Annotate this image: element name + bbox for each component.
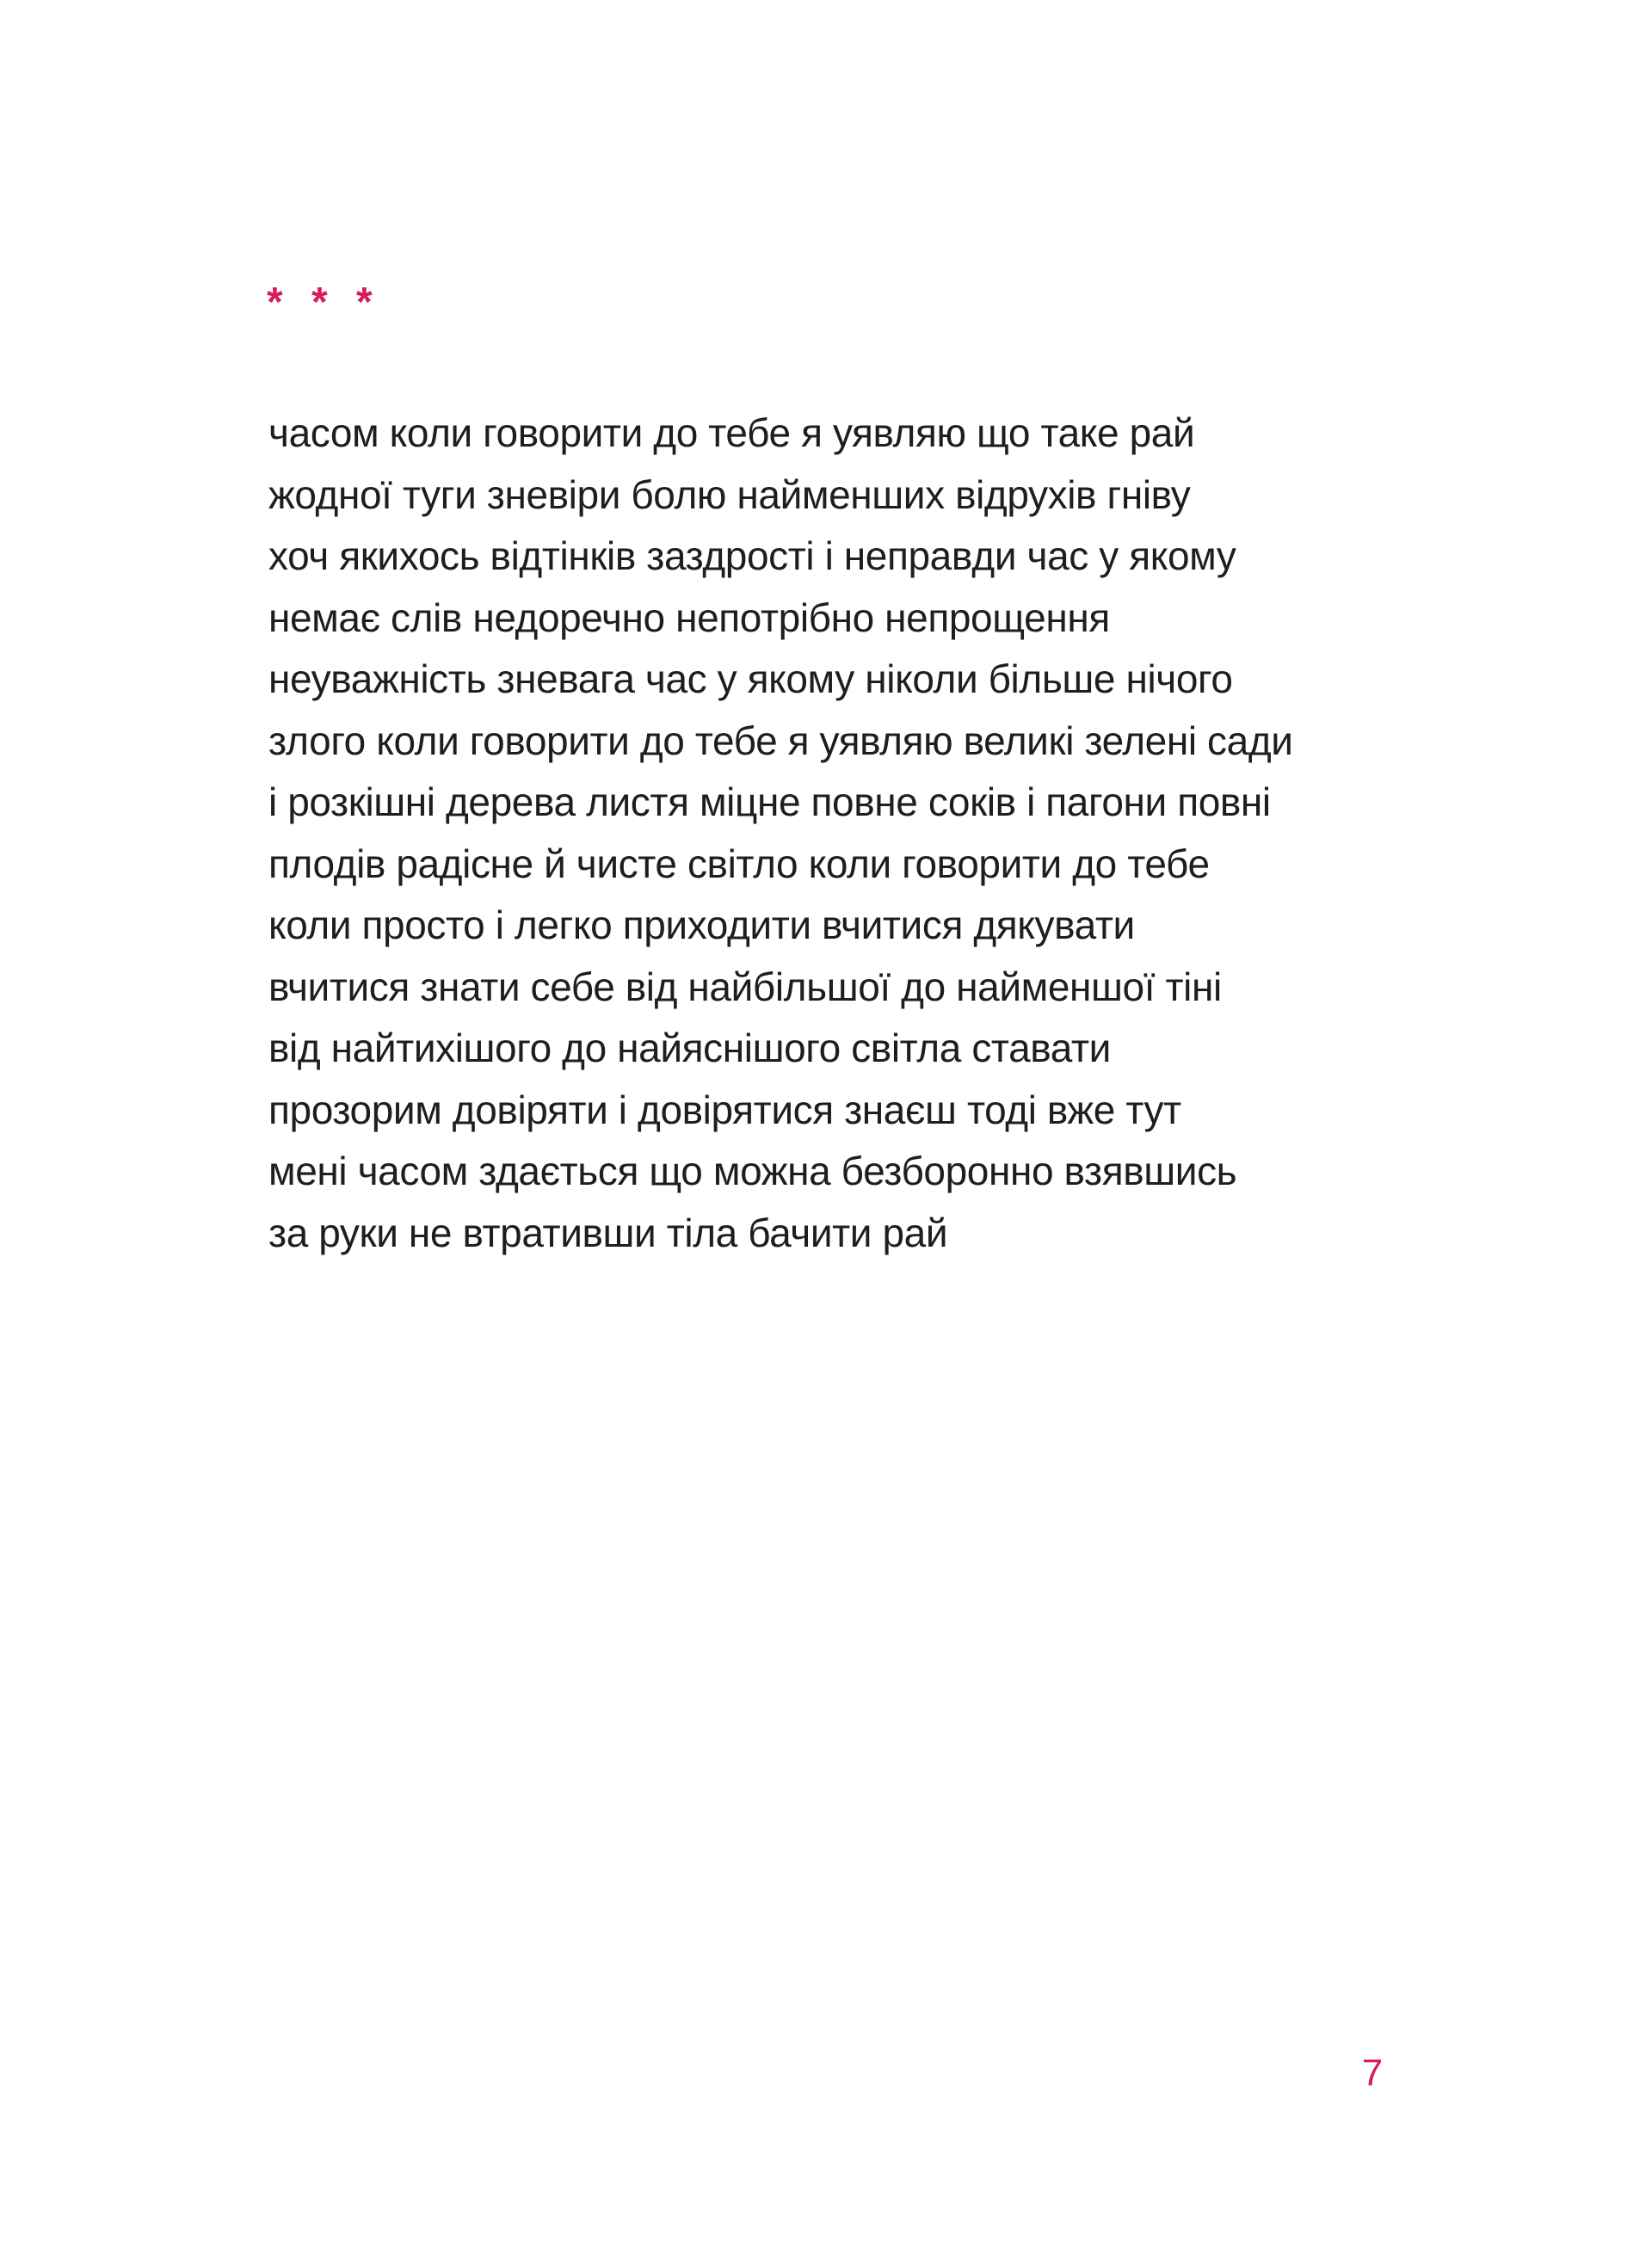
poem-line: хоч якихось відтінків заздрості і неправди час у якому (268, 533, 1236, 578)
poem-line: і розкішні дерева листя міцне повне соків і пагони повні (268, 780, 1271, 824)
poem-line: плодів радісне й чисте світло коли говорити до тебе (268, 841, 1210, 886)
page-number: 7 (1361, 2052, 1384, 2094)
poem-body (268, 403, 1387, 1264)
poem-line: жодної туги зневіри болю найменших відрухів гніву (268, 471, 1191, 517)
poem-line: від найтихішого до найяснішого світла ставати (268, 1026, 1111, 1070)
poem-line: злого коли говорити до тебе я уявляю великі зелені сади (268, 718, 1293, 763)
section-separator-asterisks: * * * (267, 280, 381, 325)
poem-line: коли просто і легко приходити вчитися дякувати (268, 903, 1135, 947)
poem-line: немає слів недоречно непотрібно непрощення (268, 595, 1110, 640)
poem-line: вчитися знати себе від найбільшої до найменшої тіні (268, 964, 1222, 1009)
poem-line: неуважність зневага час у якому ніколи більше нічого (268, 656, 1233, 701)
poem-line: прозорим довіряти і довірятися знаєш тоді вже тут (268, 1087, 1181, 1132)
poem-line: часом коли говорити до тебе я уявляю що таке рай (268, 410, 1195, 455)
poem-line: за руки не втративши тіла бачити рай (268, 1210, 948, 1255)
poem-line: мені часом здається що можна безборонно взявшись (268, 1149, 1237, 1193)
